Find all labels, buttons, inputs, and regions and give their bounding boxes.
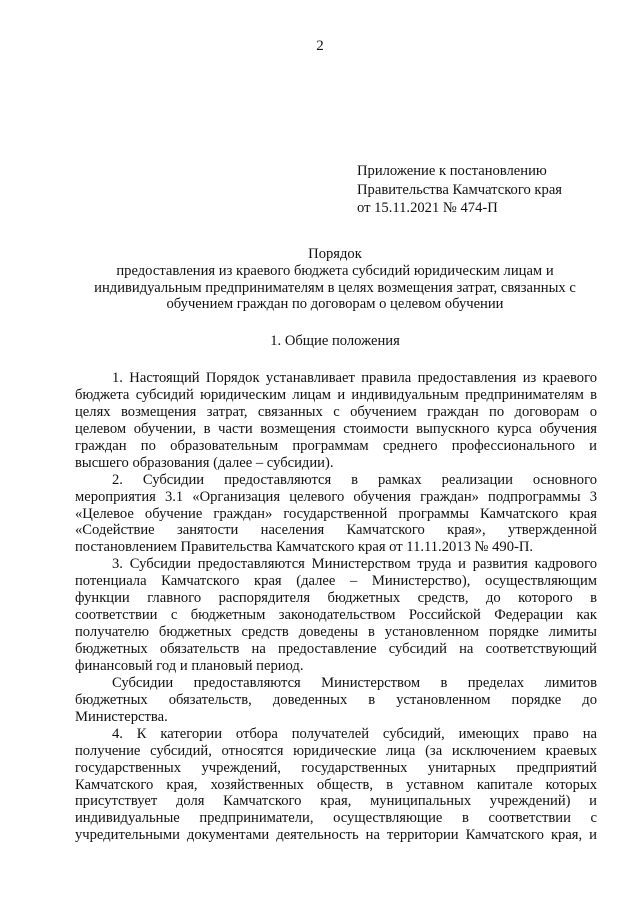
paragraph-line: «Содействие занятости населения Камчатского края», утвержденной [75,522,597,539]
title-line: предоставления из краевого бюджета субсидий юридическим лицам и [116,262,554,279]
paragraph [75,370,597,472]
paragraph-line: получение субсидий, относятся юридические лица (за исключением краевых [75,742,597,759]
title-line: индивидуальным предпринимателям в целях возмещения затрат, связанных с [94,279,576,296]
document-body [75,370,597,844]
title-line: Порядок [308,246,362,262]
appendix-line: Приложение к постановлению [357,163,547,179]
paragraph [75,726,597,845]
paragraph-line: целевом обучении, в части возмещения стоимости выпускного курса обучения [75,420,597,437]
paragraph-line: Министерства. [75,708,168,725]
paragraph-line: целях возмещения затрат, связанных с обучением граждан по договорам о [75,403,597,420]
paragraph-line: бюджета субсидий юридическим лицам и индивидуальным предпринимателям в [75,386,597,403]
paragraph-line: Субсидии предоставляются Министерством в пределах лимитов [112,674,597,691]
paragraph-line: 4. К категории отбора получателей субсидий, имеющих право на [112,725,597,742]
paragraph-line: граждан по образовательным программам среднего профессионального и [75,437,597,454]
paragraph-line: постановлением Правительства Камчатского края от 11.11.2013 № 490-П. [75,539,534,556]
paragraph-line: учредительными документами деятельность на территории Камчатского края, и [75,827,597,844]
title-line: обучением граждан по договорам о целевом обучении [166,296,504,313]
paragraph-line: бюджетных обязательств, доведенных в установленном порядке до [75,691,597,708]
paragraph-line: соответствии с бюджетным законодательством Российской Федерации как [75,607,597,624]
paragraph-line: присутствует доля Камчатского края, муниципальных учреждений) и [75,793,597,810]
appendix-line: Правительства Камчатского края [357,181,563,198]
paragraph-line: 3. Субсидии предоставляются Министерством труда и развития кадрового [112,556,597,573]
paragraph-line: получателю бюджетных средств доведены в установленном порядке лимиты [75,624,597,641]
paragraph-line: государственных учреждений, государственных унитарных предприятий [75,759,597,776]
paragraph-line: 2. Субсидии предоставляются в рамках реализации основного [112,471,597,488]
document-title [70,246,600,313]
paragraph [75,472,597,557]
paragraph [75,675,597,726]
paragraph-line: Камчатского края, хозяйственных обществ, в уставном капитале которых [75,776,597,793]
paragraph-line: индивидуальные предприниматели, осуществляющие в соответствии с [75,810,597,827]
page-number: 2 [316,38,324,54]
paragraph-line: бюджетных обязательств на предоставление субсидий на соответствующий [75,641,597,657]
paragraph-line: «Целевое обучение граждан» государственной программы Камчатского края [75,505,597,522]
appendix-reference [357,162,562,218]
paragraph-line: потенциала Камчатского края (далее – Министерство), осуществляющим [75,573,597,590]
paragraph-line: 1. Настоящий Порядок устанавливает правила предоставления из краевого [112,370,597,386]
appendix-line: от 15.11.2021 № 474-П [357,200,498,216]
paragraph-line: высшего образования (далее – субсидии). [75,454,334,471]
paragraph-line: мероприятия 3.1 «Организация целевого обучения граждан» подпрограммы 3 [75,488,597,505]
paragraph [75,556,597,675]
paragraph-line: функции главного распорядителя бюджетных средств, до которого в [75,590,597,607]
section-heading: 1. Общие положения [270,333,400,349]
paragraph-line: финансовый год и плановый период. [75,657,304,674]
